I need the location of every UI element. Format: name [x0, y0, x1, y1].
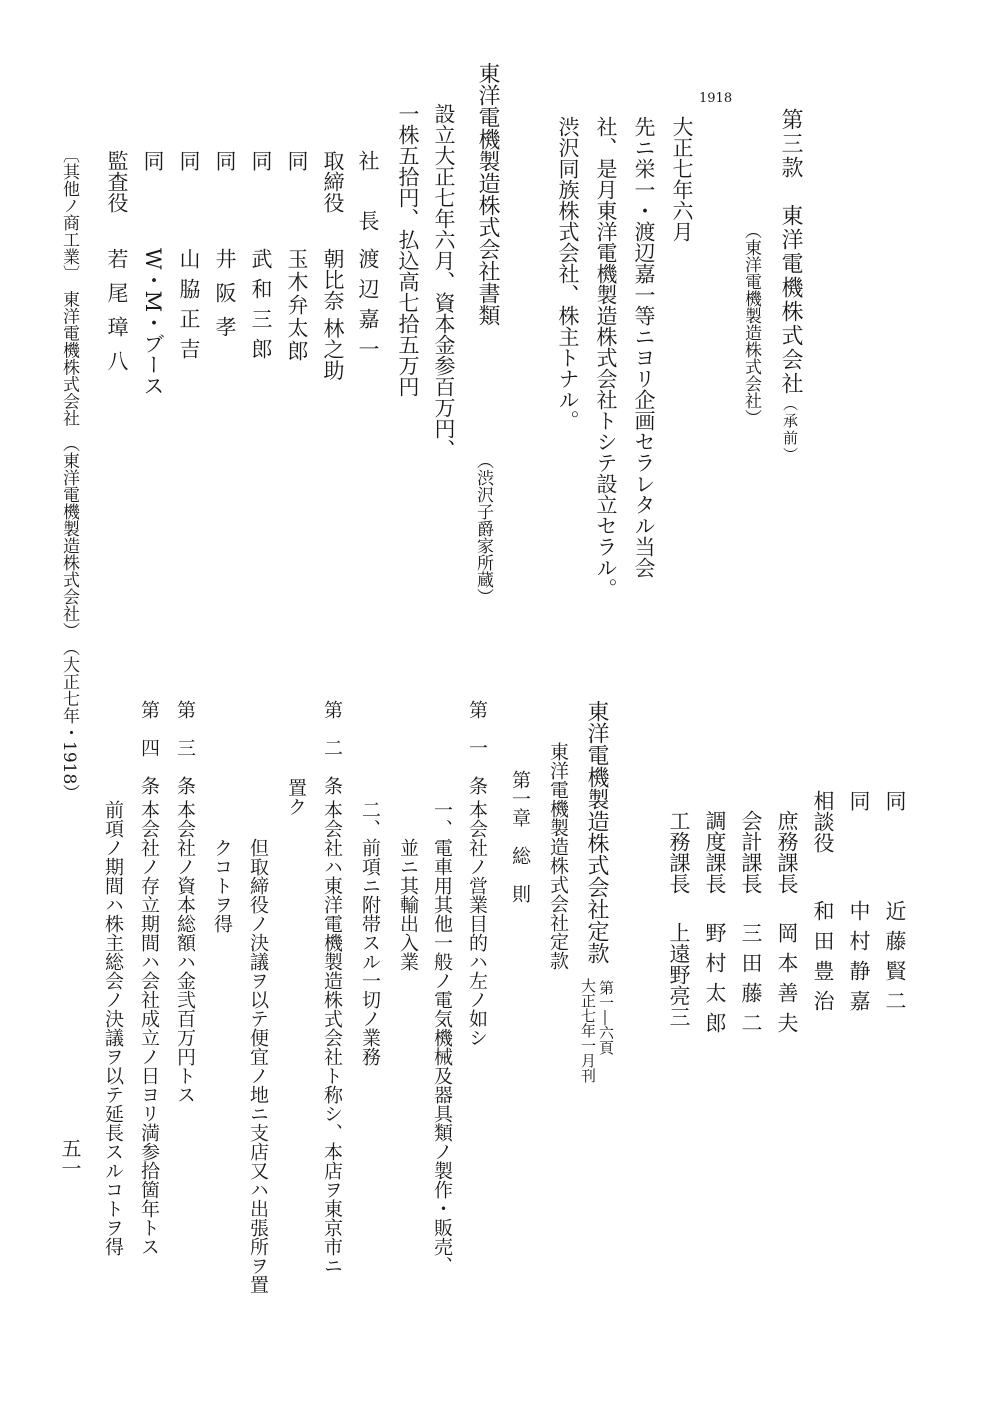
- history-date: 大正七年六月: [670, 116, 694, 242]
- history-line: 先ニ栄一・渡辺嘉一等ニヨリ企画セラレタル当会: [632, 116, 656, 578]
- section-subheading: （東洋電機製造株式会社）: [741, 222, 761, 426]
- officer-name: 和田豊治: [811, 900, 835, 1020]
- officer-title: 同: [847, 790, 871, 811]
- chapter-heading: 第一章 総 則: [509, 770, 531, 903]
- officer-name: 野村太郎: [703, 922, 727, 1042]
- officer-name: 若尾璋八: [105, 248, 129, 384]
- articles-note-date: 大正七年一月刊: [579, 978, 597, 1083]
- page-number: 五一: [58, 1138, 82, 1178]
- article-text: 但取締役ノ決議ヲ以テ便宜ノ地ニ支店又ハ出張所ヲ置: [247, 838, 269, 1294]
- article-clause: 並ニ其輸出入業: [397, 838, 419, 971]
- officer-name: 三田藤二: [739, 922, 763, 1042]
- article-text: 本会社ノ資本総額ハ金弐百万円トス: [174, 800, 196, 1104]
- officer-title: 会計課長: [739, 810, 763, 894]
- officer-name: 渡辺嘉一: [356, 248, 380, 368]
- docs-title: 東洋電機製造株式会社書類: [475, 62, 500, 326]
- running-title: 〔其他ノ商工業〕 東洋電機株式会社 （東洋電機製造株式会社） （大正七年・1918）: [59, 146, 79, 802]
- officer-title: 調度課長: [703, 810, 727, 894]
- officer-title: 同: [249, 150, 273, 171]
- year-western: 1918: [699, 91, 733, 106]
- article-label: 第 四 条: [138, 700, 160, 795]
- articles-title: 東洋電機製造株式会社定款: [584, 700, 609, 964]
- officer-name: 中村静嘉: [847, 900, 871, 1020]
- officer-name: 上遠野亮三: [667, 922, 691, 1027]
- section-heading: 第三款 東洋電機株式会社（承前）: [778, 108, 803, 464]
- officer-name: 玉木弁太郎: [285, 248, 309, 363]
- heading-note: （承前）: [781, 396, 799, 464]
- officer-title: 同: [177, 150, 201, 171]
- article-label: 第 三 条: [174, 700, 196, 795]
- officer-title: 同: [213, 150, 237, 171]
- article-text: 本会社ノ営業目的ハ左ノ如シ: [466, 800, 488, 1047]
- officer-title: 同: [883, 790, 907, 811]
- article-label: 第 二 条: [321, 700, 343, 795]
- history-line: 渋沢同族株式会社、株主トナル。: [556, 116, 580, 431]
- officer-name: W・M・ブース: [141, 248, 165, 397]
- officer-name: 武和三郎: [249, 248, 273, 368]
- docs-line: 一株五拾円、払込高七拾五万円: [396, 103, 420, 397]
- officer-title: 社 長: [356, 150, 380, 240]
- officer-name: 井阪孝: [213, 248, 237, 350]
- docs-source: （渋沢子爵家所蔵）: [473, 452, 493, 605]
- officer-name: 近藤賢二: [883, 900, 907, 1020]
- officer-title: 庶務課長: [775, 810, 799, 894]
- article-text: 前項ノ期間ハ株主総会ノ決議ヲ以テ延長スルコトヲ得: [102, 800, 124, 1256]
- article-label: 第 一 条: [466, 700, 488, 795]
- officer-title: 監査役: [105, 150, 129, 213]
- officer-title: 取締役: [321, 150, 345, 213]
- officer-title: 同: [141, 150, 165, 171]
- docs-line: 設立大正七年六月、資本金参百万円、: [432, 103, 456, 460]
- article-text: 本会社ハ東洋電機製造株式会社ト称シ、本店ヲ東京市ニ: [321, 800, 343, 1275]
- article-clause: 一、電車用其他一般ノ電気機械及器具類ノ製作・販売、: [431, 800, 453, 1275]
- article-clause: 二、前項ニ附帯スル一切ノ業務: [359, 800, 381, 1066]
- officer-name: 朝比奈 林之助: [321, 248, 345, 381]
- article-text: 置ク: [285, 778, 307, 816]
- article-text: クコトヲ得: [211, 838, 233, 933]
- articles-note-page: 第一―六頁: [597, 980, 615, 1055]
- article-text: 本会社ノ存立期間ハ会社成立ノ日ヨリ満参拾箇年トス: [138, 800, 160, 1256]
- officer-name: 山脇正吉: [177, 248, 201, 368]
- officer-title: 工務課長: [667, 810, 691, 894]
- articles-subtitle: 東洋電機製造株式会社定款: [547, 742, 569, 970]
- officer-name: 岡本善夫: [775, 922, 799, 1042]
- officer-title: 相談役: [811, 790, 835, 853]
- officer-title: 同: [285, 150, 309, 171]
- history-line: 社、是月東洋電機製造株式会社トシテ設立セラル。: [594, 116, 618, 599]
